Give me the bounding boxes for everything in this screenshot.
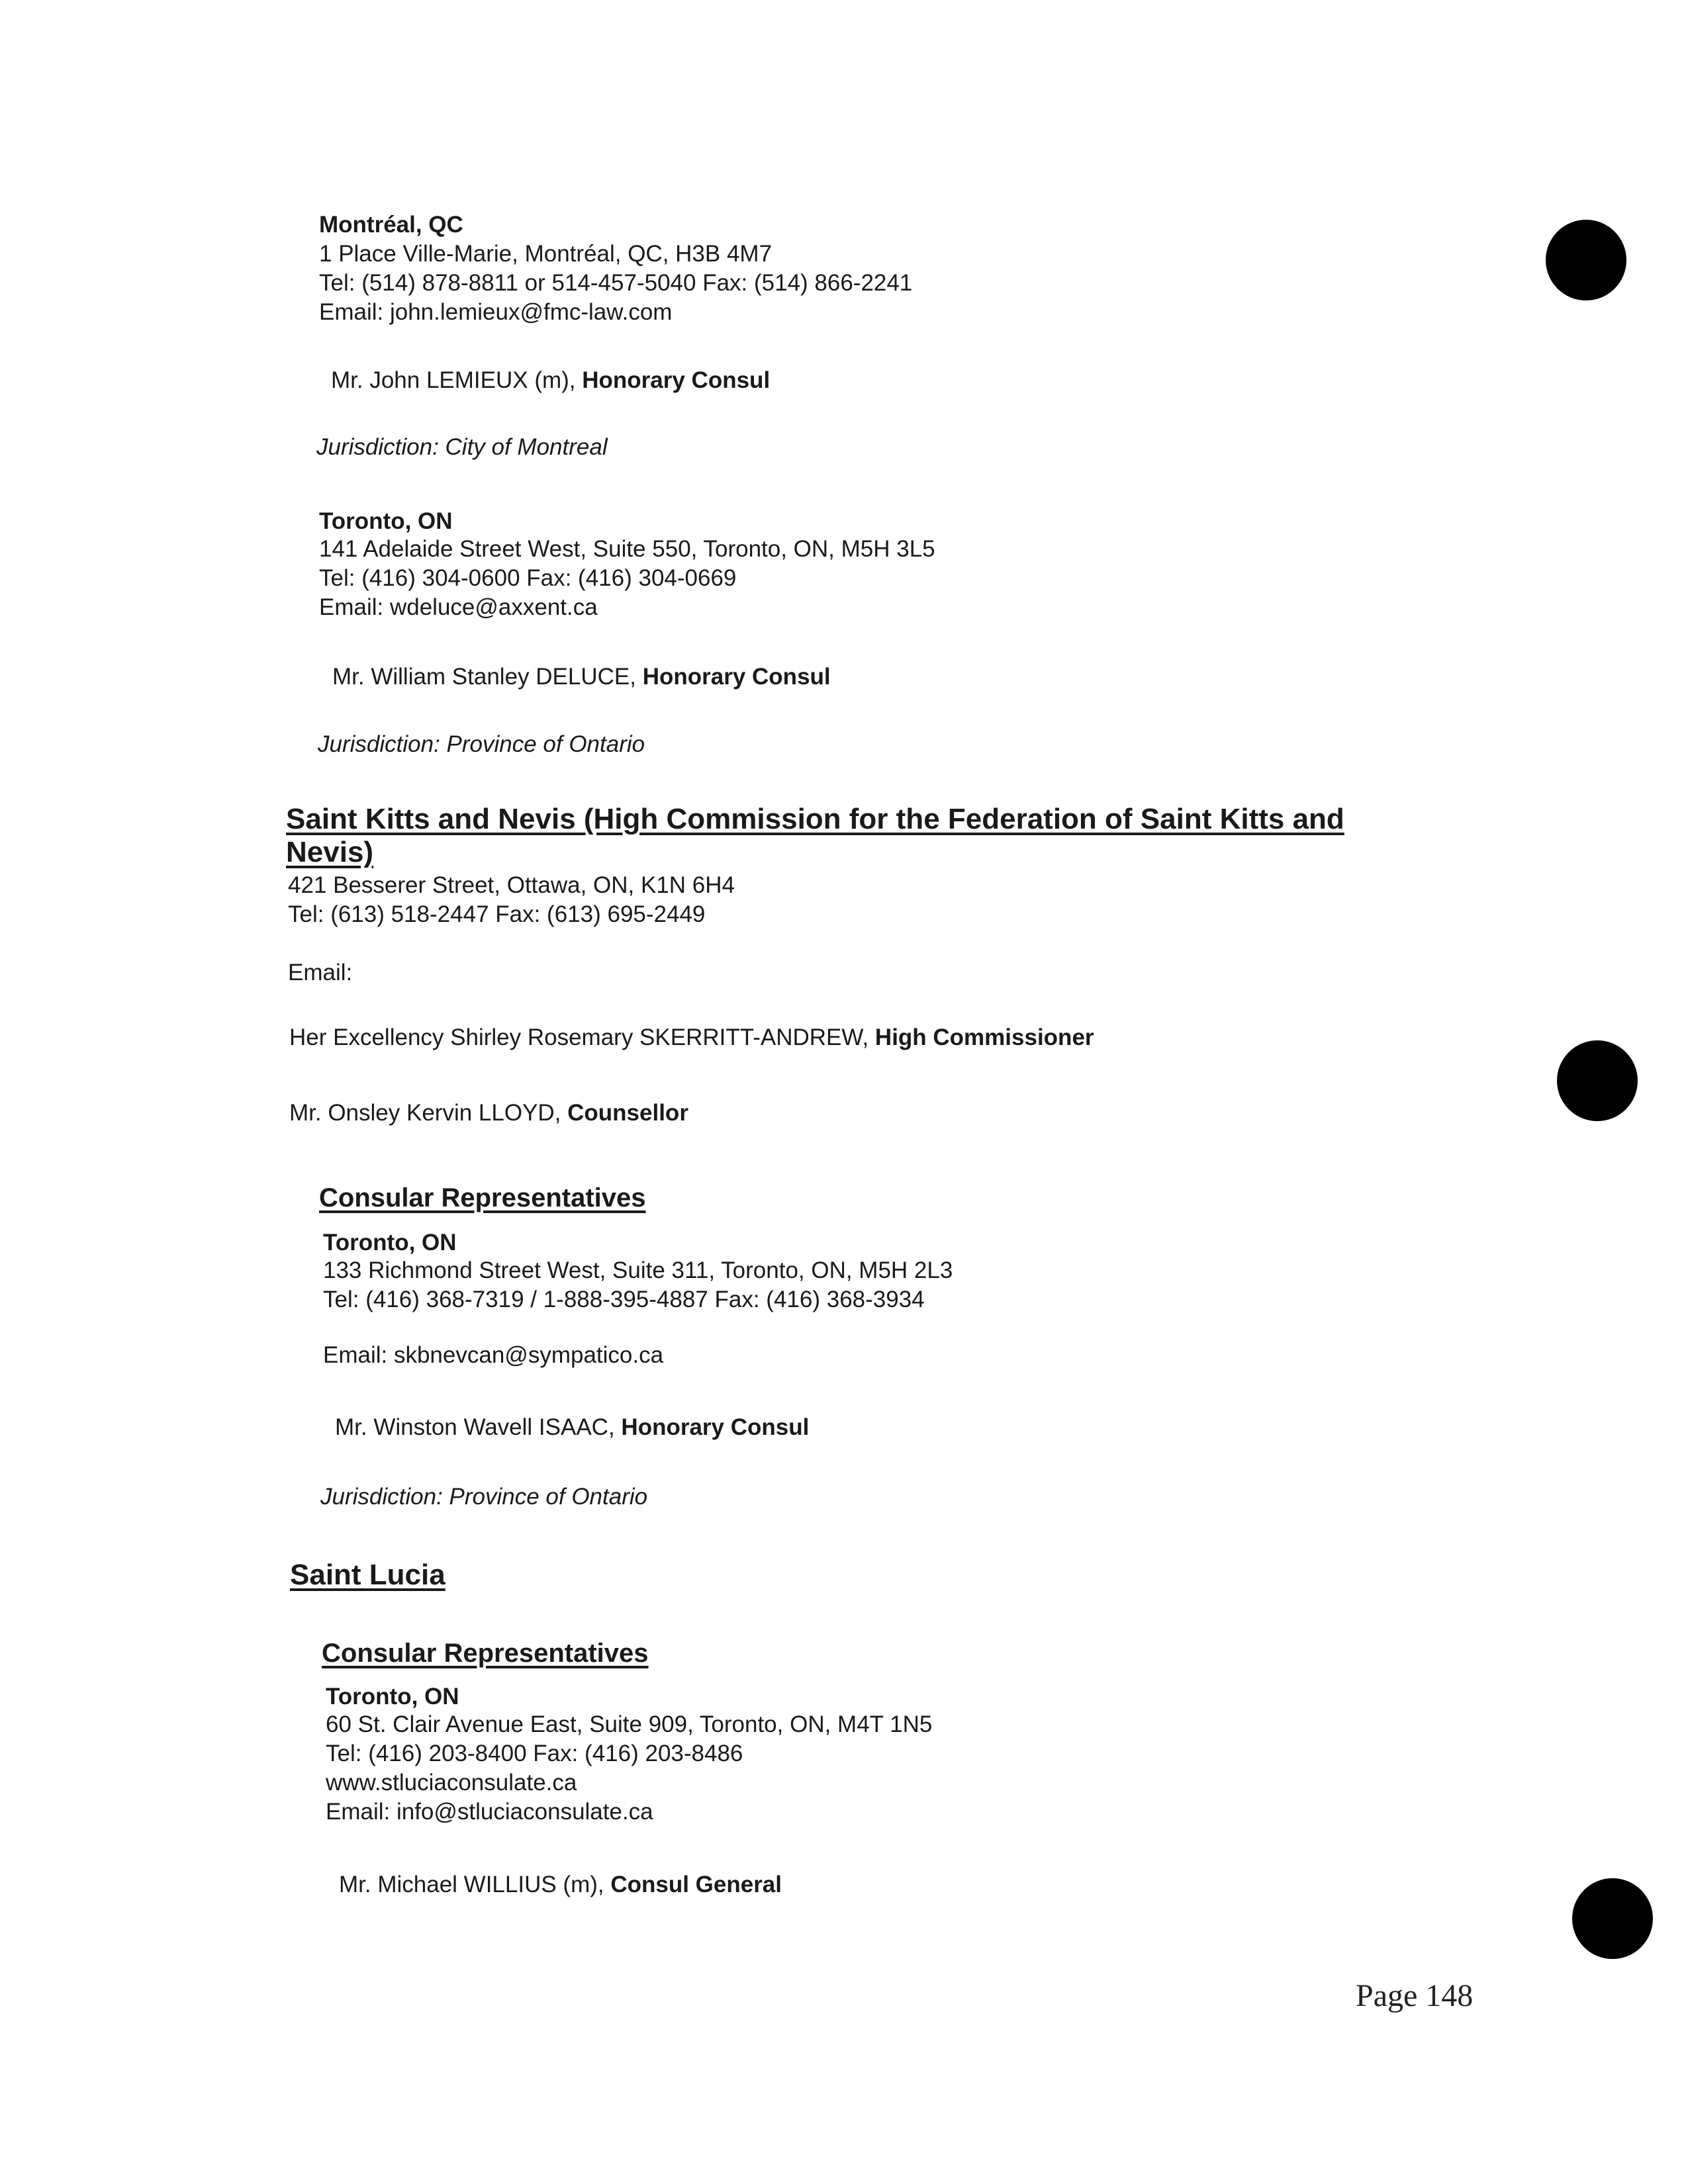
skn-person-2: [289, 1099, 688, 1128]
lucia-consular-person-title: Consul General: [610, 1872, 782, 1897]
lucia-consular-heading: Consular Representatives: [322, 1639, 649, 1668]
lucia-consular-email: Email: info@stluciaconsulate.ca: [326, 1799, 653, 1825]
toronto1-jurisdiction: Jurisdiction: Province of Ontario: [318, 731, 645, 757]
toronto1-tel: Tel: (416) 304-0600 Fax: (416) 304-0669: [319, 565, 737, 591]
skn-consular-jurisdiction: Jurisdiction: Province of Ontario: [320, 1484, 648, 1510]
montreal-contact: [319, 240, 912, 327]
skn-person-1-name: Her Excellency Shirley Rosemary SKERRITT-ANDREW,: [289, 1024, 875, 1050]
skn-person-1-title: High Commissioner: [874, 1024, 1094, 1050]
skn-tel: Tel: (613) 518-2447 Fax: (613) 695-2449: [288, 901, 706, 927]
montreal-address: 1 Place Ville-Marie, Montréal, QC, H3B 4M7: [319, 241, 773, 267]
skn-contact: [288, 871, 735, 929]
lucia-consular-person: [339, 1870, 782, 1899]
skn-person-2-title: Counsellor: [567, 1100, 688, 1126]
punch-hole-bottom: [1572, 1878, 1653, 1959]
lucia-consular-contact: [326, 1710, 932, 1827]
toronto1-person-title: Honorary Consul: [642, 664, 831, 690]
punch-hole-top: [1546, 220, 1626, 300]
toronto1-person-name: Mr. William Stanley DELUCE,: [332, 664, 643, 690]
lucia-consular-web: www.stluciaconsulate.ca: [326, 1770, 577, 1796]
toronto1-contact: [319, 535, 935, 622]
montreal-email: Email: john.lemieux@fmc-law.com: [319, 299, 673, 325]
toronto1-address: 141 Adelaide Street West, Suite 550, Toronto, ON, M5H 3L5: [319, 536, 935, 562]
skn-address: 421 Besserer Street, Ottawa, ON, K1N 6H4: [288, 872, 735, 898]
lucia-consular-tel: Tel: (416) 203-8400 Fax: (416) 203-8486: [326, 1741, 743, 1766]
skn-consular-contact: [323, 1256, 953, 1314]
montreal-tel: Tel: (514) 878-8811 or 514-457-5040 Fax: (514) 866-2241: [319, 270, 913, 296]
montreal-heading: Montréal, QC: [319, 212, 463, 238]
skn-consular-city: Toronto, ON: [323, 1230, 457, 1255]
lucia-consular-person-name: Mr. Michael WILLIUS (m),: [339, 1872, 611, 1897]
skn-consular-address: 133 Richmond Street West, Suite 311, Toronto, ON, M5H 2L3: [323, 1257, 953, 1283]
skn-consular-email: Email: skbnevcan@sympatico.ca: [323, 1342, 664, 1368]
montreal-person-title: Honorary Consul: [582, 367, 771, 393]
toronto1-email: Email: wdeluce@axxent.ca: [319, 594, 598, 620]
toronto1-heading: Toronto, ON: [319, 508, 453, 534]
lucia-consular-address: 60 St. Clair Avenue East, Suite 909, Toronto, ON, M4T 1N5: [326, 1711, 933, 1737]
skn-consular-person-title: Honorary Consul: [621, 1414, 810, 1440]
skn-consular-person-name: Mr. Winston Wavell ISAAC,: [335, 1414, 622, 1440]
skn-consular-person: [335, 1413, 809, 1442]
page-number: Page 148: [1356, 1978, 1474, 2013]
lucia-country-title: Saint Lucia: [290, 1559, 445, 1591]
skn-email: Email:: [288, 960, 353, 985]
montreal-person: [331, 366, 770, 395]
montreal-person-name: Mr. John LEMIEUX (m),: [331, 367, 583, 393]
skn-person-2-name: Mr. Onsley Kervin LLOYD,: [289, 1100, 568, 1126]
skn-country-title: Saint Kitts and Nevis (High Commission for the Federation of Saint Kitts and Nevis): [286, 803, 1344, 868]
lucia-consular-city: Toronto, ON: [326, 1684, 459, 1709]
punch-hole-middle: [1557, 1040, 1638, 1121]
skn-consular-tel: Tel: (416) 368-7319 / 1-888-395-4887 Fax: (416) 368-3934: [323, 1287, 925, 1312]
skn-person-1: [289, 1023, 1094, 1052]
montreal-jurisdiction: Jurisdiction: City of Montreal: [316, 434, 608, 460]
toronto1-person: [332, 662, 831, 692]
skn-consular-heading: Consular Representatives: [319, 1183, 646, 1212]
